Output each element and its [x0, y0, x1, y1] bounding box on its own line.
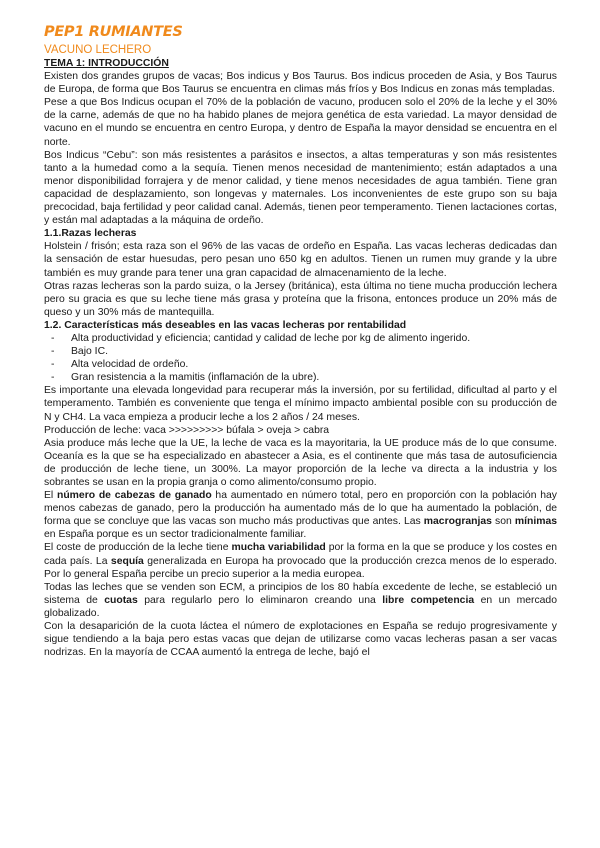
document-subtitle: VACUNO LECHERO [44, 44, 152, 56]
list-item: - Alta productividad y eficiencia; cantidad y calidad de leche por kg de alimento ingerido. [44, 332, 557, 345]
bold-term: mucha variabilidad [231, 542, 326, 554]
text-run: generalizada en Europa ha provocado que la producción crezca menos de lo esperado. Por lo general España percibe un precio superior a la media europea. [44, 555, 557, 580]
bold-term: sequía [110, 555, 144, 567]
paragraph-longevidad: Es importante una elevada longevidad para recuperar más la inversión, por su fertilidad, dificultad al parto y el temperamento. También es conveniente que tenga el mínimo impacto ambiental posible con su producción de N y CH4. La vaca empieza a producir leche a los 2 años / 24 meses. [44, 385, 557, 423]
text-run: El coste de producción de la leche tiene [44, 542, 232, 554]
list-item: - Gran resistencia a la mamitis (inflamación de la ubre). [44, 371, 557, 384]
text-run: para regularlo pero lo eliminaron creando una [137, 594, 383, 606]
list-item: - Alta velocidad de ordeño. [44, 358, 557, 371]
section-heading-razas-lecheras: 1.1.Razas lecheras [44, 228, 137, 240]
bold-term: libre competencia [382, 594, 475, 606]
paragraph-holstein: Holstein / frisón; esta raza son el 96% de las vacas de ordeño en España. Las vacas lecheras dedicadas dan la sensación de estar huesudas, pero pesan uno 650 kg en adultos. Tienen un rumen muy grande y la ubre también es muy grande para tener una gran capacidad de almacenamiento de la leche. [44, 241, 557, 279]
characteristics-list [44, 332, 557, 384]
paragraph-cabezas-ganado [44, 489, 557, 541]
bold-term: cuotas [104, 594, 138, 606]
bold-term: macrogranjas [423, 516, 492, 528]
document-title: PEP1 RUMIANTES [44, 24, 183, 40]
text-run: en un mercado globalizado. [44, 594, 557, 619]
paragraph-bos-groups: Existen dos grandes grupos de vacas; Bos indicus y Bos Taurus. Bos indicus proceden de Asia, y Bos Taurus de Europa, de forma que Bos Taurus se encuentra en climas más fríos y Bos Indicus en zonas más templadas. [44, 71, 557, 96]
paragraph-bos-indicus-population: Pese a que Bos Indicus ocupan el 70% de la población de vacuno, producen solo el 20% de la leche y el 30% de la carne, además de que no ha habido planes de mejora genética de esta variedad. La mayor densidad de vacuno en el mundo se encuentra en centro Europa, y dentro de España la mayor densidad se encuentra en el norte. [44, 97, 557, 148]
text-run: El [44, 490, 57, 502]
text-run: son [491, 516, 515, 528]
bold-term: número de cabezas de ganado [56, 490, 212, 502]
list-item: - Bajo IC. [44, 345, 557, 358]
section-heading-caracteristicas: 1.2. Características más deseables en las vacas lecheras por rentabilidad [44, 319, 407, 331]
paragraph-coste-produccion [44, 541, 557, 580]
paragraph-cuotas [44, 581, 557, 620]
bold-term: mínimas [514, 516, 557, 528]
paragraph-otras-razas: Otras razas lecheras son la pardo suiza, o la Jersey (británica), esta última no tiene mucha producción lechera pero su gracia es que su leche tiene más grasa y proteína que la frisona, entonces produce un 20% más de queso y un 30% más de mantequilla. [44, 280, 557, 318]
text-run: por la forma en la que se produce y los costes en cada país. La [44, 542, 558, 567]
section-heading-tema-1: TEMA 1: INTRODUCCIÓN [44, 58, 169, 69]
paragraph-cuota-lactea: Con la desaparición de la cuota láctea el número de explotaciones en España se redujo progresivamente y sigue tendiendo a la baja pero estas vacas que dejan de utilizarse como vacas lecheras pasan a ser vacas nodrizas. En la mayoría de CCAA aumentó la entrega de leche, bajó el [44, 621, 557, 659]
text-run: en España porque es un sector tradicionalmente familiar. [44, 529, 307, 541]
paragraph-asia-ue: Asia produce más leche que la UE, la leche de vaca es la mayoritaria, la UE produce más de lo que consume. Oceanía es la que se ha especializado en abastecer a Asia, es el continente que más tasa de autosuficiencia de producción de leche tiene, un 300%. La mayor proporción de la leche va directa a la industria y los sobrantes se usan en la propia granja o como alimento/consumo propio. [44, 437, 557, 488]
paragraph-produccion-leche: Producción de leche: vaca >>>>>>>>> búfala > oveja > cabra [44, 424, 330, 436]
document-page [44, 22, 557, 659]
text-run: ha aumentado en número total, pero en proporción con la población hay menos cabezas de ganado, pero la producción ha aumentado más de lo que ha aumentado la población, de forma que se concluye que las vacas son mucho más productivas que antes. Las [44, 490, 557, 528]
paragraph-bos-indicus-cebu: Bos Indicus “Cebu”: son más resistentes a parásitos e insectos, a altas temperaturas y son más resistentes tanto a la humedad como a la sequía. Tienen menos necesidad de mantenimiento; están adaptados a una menor disponibilidad forrajera y de menor calidad, y tiene menos necesidades de agua también. Tiene gran capacidad de desplazamiento, son longevas y maternales. Los inconvenientes de este grupo son su baja precocidad, baja fertilidad y peor calidad canal. Además, tienen peor temperamento. Tienen lactaciones cortas, y están mal adaptadas a la máquina de ordeño. [44, 149, 557, 227]
text-run: Todas las leches que se venden son ECM, a principios de los 80 había excedente de leche, se estableció un sistema de [44, 581, 557, 606]
